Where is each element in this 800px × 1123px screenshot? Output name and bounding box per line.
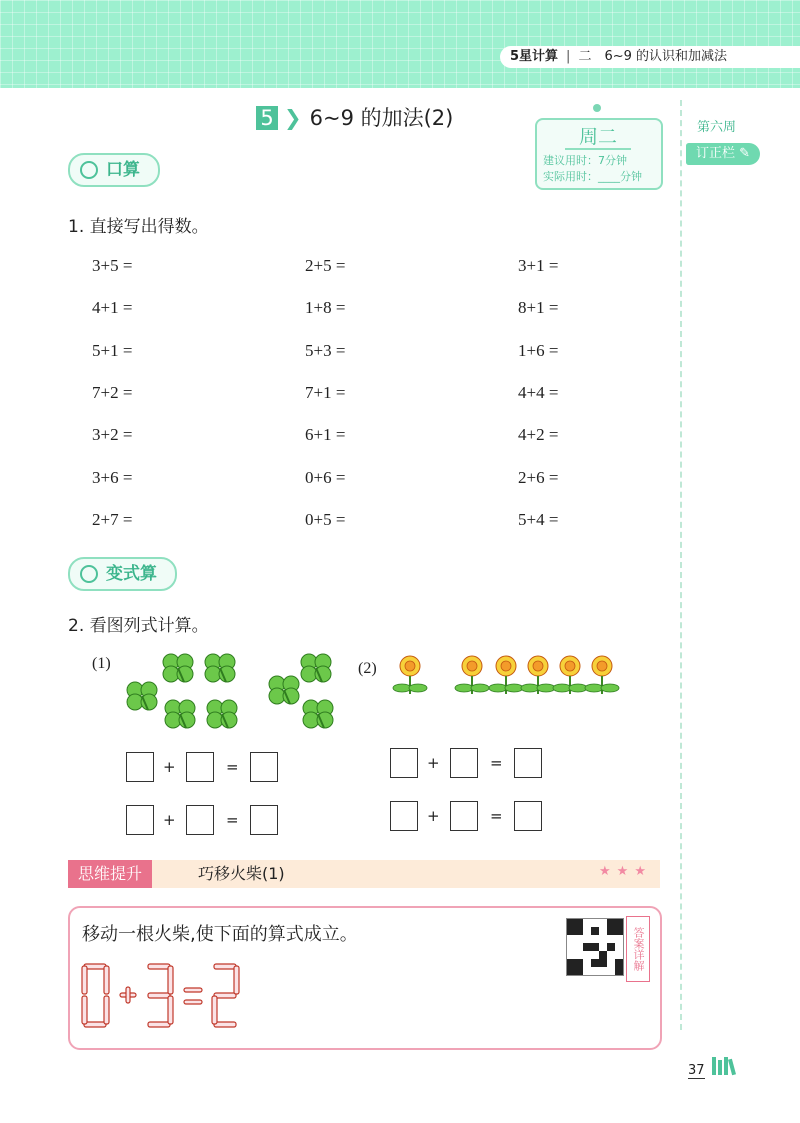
- sunflower-picture: [390, 652, 630, 702]
- thinking-bar: [68, 860, 660, 888]
- equation-item: 4+4 =: [518, 382, 559, 402]
- unit-name: 二 6~9 的认识和加减法: [578, 49, 728, 64]
- pencil-icon: ✎: [739, 146, 751, 161]
- sunflower-icon: [489, 656, 523, 694]
- answer-box[interactable]: [126, 752, 154, 782]
- plus-sign: +: [163, 758, 176, 776]
- equation-item: 4+1 =: [92, 298, 133, 318]
- equation-item: 5+1 =: [92, 340, 133, 360]
- answer-box[interactable]: [250, 805, 278, 835]
- equation-item: 5+4 =: [518, 509, 559, 529]
- q2-title: 2. 看图列式计算。: [68, 616, 209, 636]
- clover-icon: [165, 700, 195, 728]
- thinking-tag: 思维提升: [68, 860, 152, 888]
- sidebar-divider: [680, 100, 682, 1030]
- q1-title: 1. 直接写出得数。: [68, 217, 209, 237]
- books-icon: [710, 1055, 738, 1077]
- section-oral-label: 口算: [106, 160, 140, 180]
- q2-part2-label: (2): [358, 660, 377, 677]
- thinking-title: 巧移火柴(1): [198, 864, 285, 883]
- equals-sign: =: [490, 807, 503, 825]
- answer-box[interactable]: [186, 805, 214, 835]
- answer-box[interactable]: [250, 752, 278, 782]
- sunflower-icon: [393, 656, 427, 694]
- actual-time: 实际用时：____分钟: [543, 170, 642, 183]
- clover-icon: [205, 654, 235, 682]
- equation-item: 0+5 =: [305, 509, 346, 529]
- series-header: [500, 46, 800, 68]
- chevron-right-icon: ❯: [284, 106, 302, 130]
- puzzle-prompt: 移动一根火柴,使下面的算式成立。: [82, 924, 358, 945]
- sunflower-icon: [455, 656, 489, 694]
- clover-icon: [207, 700, 237, 728]
- answer-box[interactable]: [514, 801, 542, 831]
- series-name: 5星计算: [510, 49, 559, 64]
- lesson-number: 5: [256, 106, 278, 130]
- plus-sign: +: [163, 811, 176, 829]
- section-oral: [68, 153, 160, 187]
- correction-column-tag: [686, 143, 760, 165]
- sunflower-icon: [553, 656, 587, 694]
- lesson-name: 6~9 的加法(2): [309, 106, 454, 130]
- equation-item: 8+1 =: [518, 298, 559, 318]
- equals-sign: =: [226, 758, 239, 776]
- difficulty-stars: ★★★: [599, 864, 652, 879]
- equation-item: 7+2 =: [92, 382, 133, 402]
- puzzle-box: [68, 906, 662, 1050]
- equation-item: 5+3 =: [305, 340, 346, 360]
- answer-box[interactable]: [126, 805, 154, 835]
- equation-item: 3+2 =: [92, 425, 133, 445]
- sunflower-icon: [521, 656, 555, 694]
- top-band: [0, 0, 800, 88]
- answer-box[interactable]: [450, 748, 478, 778]
- suggested-time: 建议用时：7分钟: [543, 154, 627, 167]
- stopwatch-icon: [80, 161, 98, 179]
- answer-box[interactable]: [514, 748, 542, 778]
- correction-label: 订正栏: [695, 146, 735, 161]
- pin-icon: [593, 104, 601, 112]
- equation-item: 3+5 =: [92, 256, 133, 275]
- answer-box[interactable]: [186, 752, 214, 782]
- equation-item: 3+6 =: [92, 467, 133, 487]
- equation-item: 3+1 =: [518, 256, 559, 275]
- qr-code[interactable]: [566, 918, 624, 976]
- matchstick-equation: [80, 960, 280, 1032]
- plus-sign: +: [427, 754, 440, 772]
- equation-item: 4+2 =: [518, 425, 559, 445]
- equation-item: 0+6 =: [305, 467, 346, 487]
- clover-icon: [163, 654, 193, 682]
- answer-box[interactable]: [390, 801, 418, 831]
- clover-icon: [269, 676, 299, 704]
- equation-item: 2+5 =: [305, 256, 346, 275]
- clover-icon: [303, 700, 333, 728]
- page-number: 37: [688, 1063, 705, 1078]
- q2-part1-label: (1): [92, 655, 111, 672]
- clover-icon: [127, 682, 157, 710]
- section-variant-label: 变式算: [106, 564, 157, 584]
- equation-item: 1+6 =: [518, 340, 559, 360]
- sunflower-icon: [585, 656, 619, 694]
- equation-item: 6+1 =: [305, 425, 346, 445]
- plus-sign: +: [427, 807, 440, 825]
- equals-sign: =: [490, 754, 503, 772]
- header-divider: |: [566, 49, 571, 64]
- equation-item: 1+8 =: [305, 298, 346, 318]
- answer-box[interactable]: [390, 748, 418, 778]
- equation-item: 2+7 =: [92, 509, 133, 529]
- lesson-title: [256, 102, 453, 132]
- target-icon: [80, 565, 98, 583]
- equation-item: 2+6 =: [518, 467, 559, 487]
- day-card: [535, 118, 663, 190]
- section-variant: [68, 557, 177, 591]
- day-label: 周二: [565, 122, 631, 150]
- clover-picture: [120, 648, 350, 738]
- clover-icon: [301, 654, 331, 682]
- equals-sign: =: [226, 811, 239, 829]
- answer-box[interactable]: [450, 801, 478, 831]
- equation-item: 7+1 =: [305, 382, 346, 402]
- week-label: 第六周: [697, 120, 737, 135]
- answer-explain-label: 答案详解: [626, 916, 650, 982]
